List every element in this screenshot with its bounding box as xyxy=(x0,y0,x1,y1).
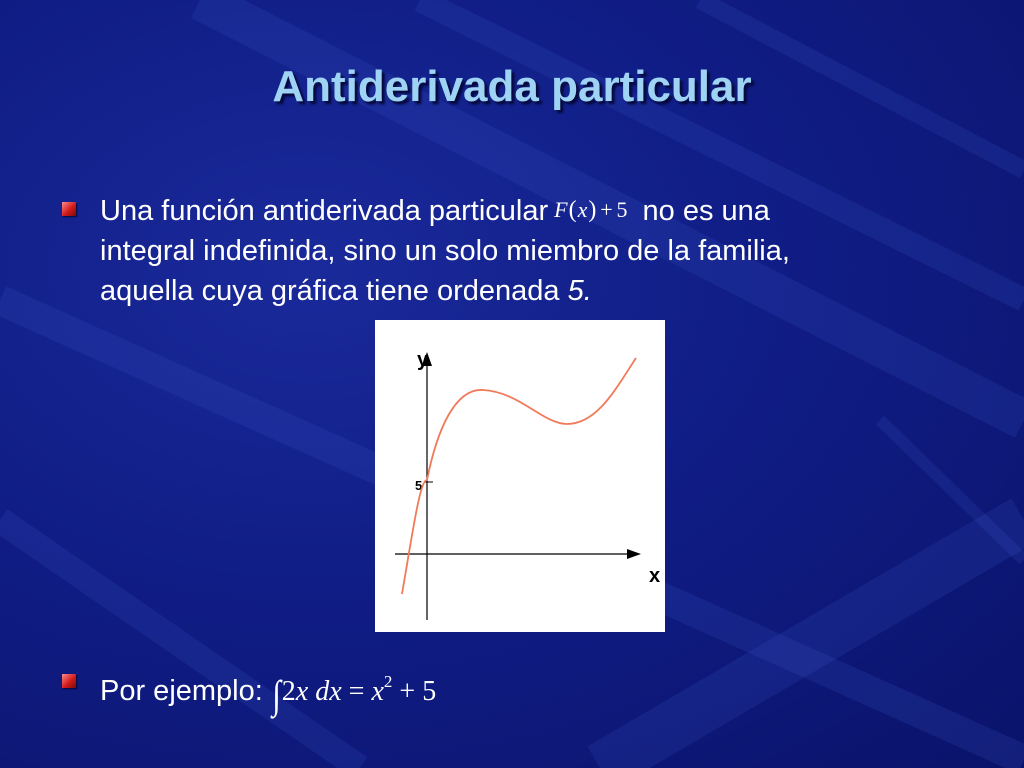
eq-coefficient: 2 xyxy=(281,676,296,707)
graph-figure xyxy=(375,320,665,632)
bullet-square-icon xyxy=(62,202,76,216)
slide-title: Antiderivada particular xyxy=(272,62,752,111)
graph-svg xyxy=(375,320,665,632)
formula-plus: + xyxy=(600,197,614,222)
ordinate-value: 5. xyxy=(567,275,592,307)
inline-formula: F(x) + 5 xyxy=(554,197,629,223)
formula-constant: 5 xyxy=(616,197,629,222)
x-axis-arrow-icon xyxy=(627,549,641,559)
eq-rhs-variable: x xyxy=(371,676,384,707)
bullet-square-icon xyxy=(62,674,76,688)
bullet-text xyxy=(100,190,940,311)
tick-label-5: 5 xyxy=(415,478,423,493)
eq-exponent: 2 xyxy=(383,672,393,691)
formula-function: F xyxy=(554,197,569,222)
eq-equals: = xyxy=(348,676,365,707)
antiderivative-curve xyxy=(402,358,636,594)
example-line xyxy=(100,662,940,715)
bullet-text-end: no es una xyxy=(634,195,770,227)
bullet-text-line3: aquella cuya gráfica tiene ordenada xyxy=(100,275,568,307)
eq-differential: dx xyxy=(315,676,342,707)
formula-variable: x xyxy=(577,197,589,222)
integral-sign: ∫ xyxy=(271,672,281,717)
eq-constant: 5 xyxy=(422,676,437,707)
bullet-text-line2: integral indefinida, sino un solo miembro de la familia, xyxy=(100,235,790,267)
y-axis-label: y xyxy=(417,349,429,371)
x-axis-label: x xyxy=(649,565,661,587)
bullet-text-start: Una función antiderivada particular xyxy=(100,195,549,227)
eq-variable: x xyxy=(295,676,309,707)
example-equation xyxy=(271,672,437,717)
example-label: Por ejemplo: xyxy=(100,675,263,707)
eq-plus: + xyxy=(399,676,416,707)
